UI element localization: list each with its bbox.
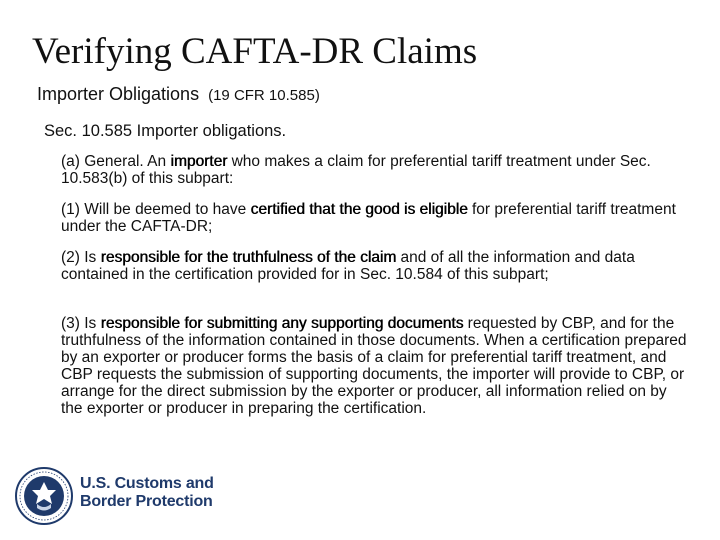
- subtitle-main: Importer Obligations: [37, 84, 200, 104]
- paragraph-item-1: [61, 201, 691, 235]
- slide-subtitle: [37, 84, 320, 105]
- slide-title: Verifying CAFTA-DR Claims: [32, 31, 478, 72]
- dhs-seal-icon: [14, 466, 74, 526]
- emphasis-segment: responsible for submitting any supporting documents: [100, 315, 464, 332]
- paragraph-general: [61, 153, 691, 187]
- agency-line-1: U.S. Customs and: [80, 475, 214, 492]
- text-segment: (1) Will be deemed to have: [61, 201, 251, 218]
- emphasis-segment: responsible for the truthfulness of the claim: [100, 249, 397, 266]
- paragraph-item-2: [61, 249, 691, 283]
- section-heading: Sec. 10.585 Importer obligations.: [44, 122, 287, 140]
- emphasis-segment: certified that the good is eligible: [250, 201, 468, 218]
- paragraph-item-3: [61, 315, 691, 417]
- text-segment: (2) Is: [61, 249, 101, 266]
- agency-wordmark: [80, 475, 214, 511]
- agency-line-2: Border Protection: [80, 493, 213, 510]
- text-segment: who makes a claim for preferential tariff treatment under Sec. 10.583(b) of this subpart:: [61, 153, 651, 187]
- text-segment: and of all the information and data contained in the certification provided for in Sec. 10.584 of this subpart;: [61, 249, 635, 283]
- text-segment: (3) Is: [61, 315, 101, 332]
- text-segment: (a) General. An: [61, 153, 171, 170]
- text-segment: requested by CBP, and for the truthfulness of the information contained in those documents. When a certification prepared by an exporter or producer forms the basis of a claim for preferential tariff treatment, and CBP requests the submission of supporting documents, the importer will provide to CBP, or arrange for the direct submission by the exporter or producer, all information relied on by the exporter or producer in preparing the certification.: [61, 315, 687, 417]
- subtitle-citation: (19 CFR 10.585): [208, 87, 320, 104]
- emphasis-segment: importer: [170, 153, 228, 170]
- text-segment: for preferential tariff treatment under the CAFTA-DR;: [61, 201, 676, 235]
